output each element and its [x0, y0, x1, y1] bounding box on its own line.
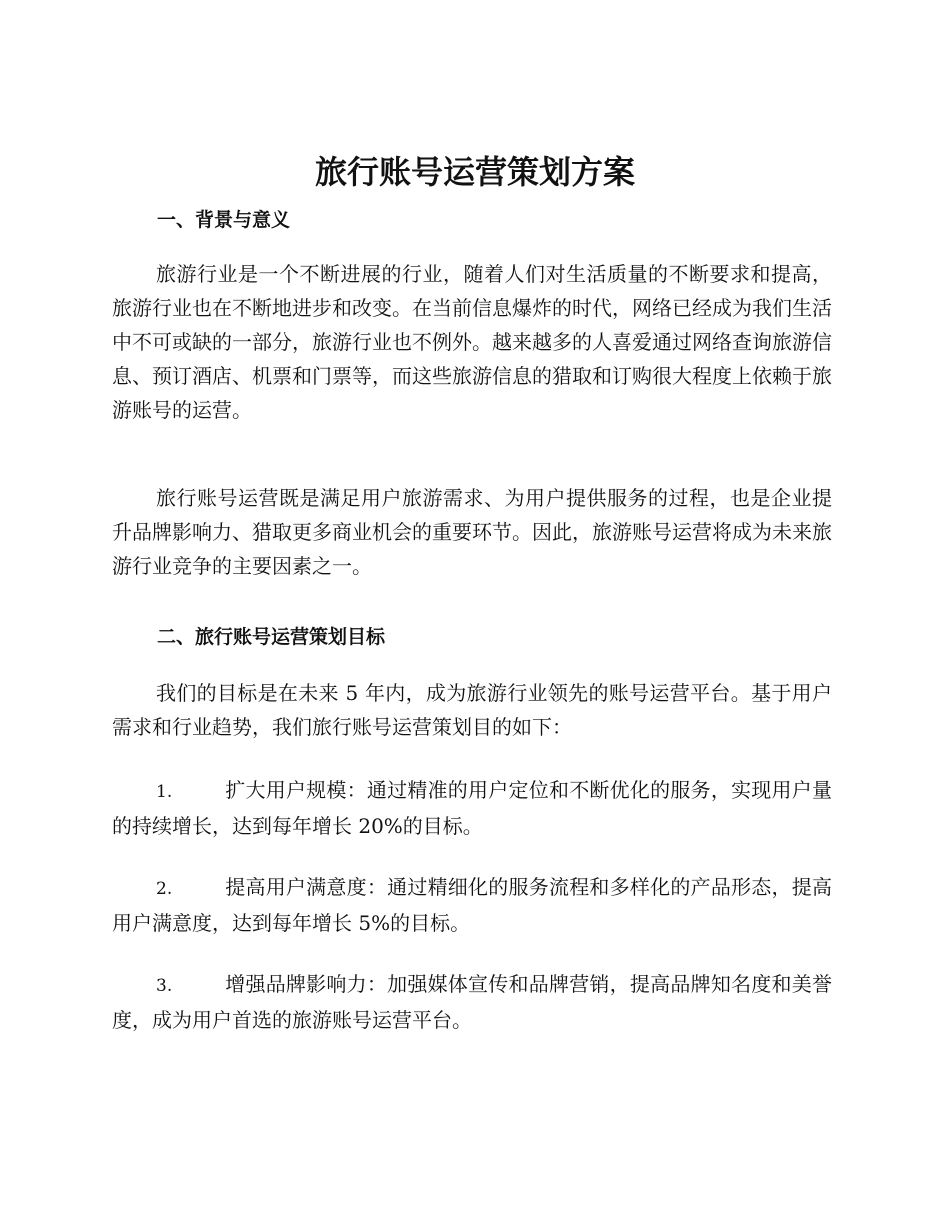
section-heading-background: 一、背景与意义 [157, 209, 291, 231]
paragraph-goals-intro: 我们的目标是在未来 5 年内，成为旅游行业领先的账号运营平台。基于用户需求和行业趋势，我们旅行账号运营策划目的如下： [112, 681, 832, 739]
list-item-number: 2. [156, 879, 173, 899]
section-heading-goals: 二、旅行账号运营策划目标 [157, 626, 386, 648]
list-item-number: 1. [156, 782, 173, 802]
list-item-2 [112, 870, 832, 940]
paragraph-background-1: 旅游行业是一个不断进展的行业，随着人们对生活质量的不断要求和提高，旅游行业也在不断地进步和改变。在当前信息爆炸的时代，网络已经成为我们生活中不可或缺的一部分，旅游行业也不例外。越来越多的人喜爱通过网络查询旅游信息、预订酒店、机票和门票等，而这些旅游信息的猎取和订购很大程度上依赖于旅游账号的运营。 [112, 262, 832, 422]
list-item-text: 提高用户满意度：通过精细化的服务流程和多样化的产品形态，提高用户满意度，达到每年增长 5%的目标。 [112, 875, 832, 935]
list-item-3 [112, 967, 832, 1037]
list-item-number: 3. [156, 976, 173, 996]
paragraph-background-2: 旅行账号运营既是满足用户旅游需求、为用户提供服务的过程，也是企业提升品牌影响力、猎取更多商业机会的重要环节。因此，旅游账号运营将成为未来旅游行业竞争的主要因素之一。 [112, 486, 832, 578]
list-item-1 [112, 773, 832, 843]
list-item-text: 扩大用户规模：通过精准的用户定位和不断优化的服务，实现用户量的持续增长，达到每年增长 20%的目标。 [112, 778, 832, 838]
document-title: 旅行账号运营策划方案 [314, 153, 635, 191]
list-item-text: 增强品牌影响力：加强媒体宣传和品牌营销，提高品牌知名度和美誉度，成为用户首选的旅游账号运营平台。 [112, 972, 832, 1032]
